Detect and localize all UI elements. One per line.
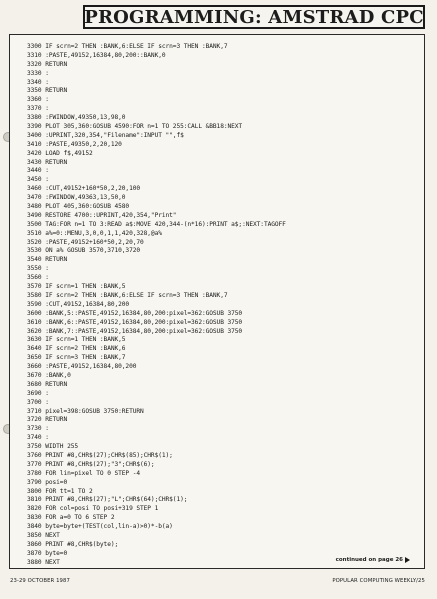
code-line: 3840 byte=byte+(TEST(col,lin-a)>0)*-b(a) (27, 523, 173, 531)
code-line: 3880 NEXT (27, 558, 60, 566)
code-line: 3520 :PASTE,49152+160*50,2,20,70 (27, 238, 144, 246)
code-line: 3730 : (27, 425, 49, 433)
code-line: 3590 :CUT,49152,16384,80,200 (27, 300, 130, 308)
code-line: 3630 IF scrn=1 THEN :BANK,5 (27, 336, 126, 344)
arrow-right-icon (405, 557, 410, 563)
code-line: 3740 : (27, 434, 49, 442)
code-line: 3860 PRINT #8,CHR$(byte); (27, 540, 119, 548)
code-line: 3820 FOR col=posi TO posi+319 STEP 1 (27, 505, 159, 513)
code-line: 3400 :UPRINT,320,354,"Filename":INPUT "",f$ (27, 131, 184, 139)
page-footer (10, 578, 425, 584)
code-line: 3560 : (27, 274, 49, 282)
code-line: 3650 IF scrn=3 THEN :BANK,7 (27, 354, 126, 362)
code-line: 3360 : (27, 96, 49, 104)
code-line: 3760 PRINT #8,CHR$(27);CHR$(85);CHR$(1); (27, 451, 173, 459)
code-line: 3440 : (27, 167, 49, 175)
code-line: 3750 WIDTH 255 (27, 443, 79, 451)
code-line: 3570 IF scrn=1 THEN :BANK,5 (27, 283, 126, 291)
code-line: 3580 IF scrn=2 THEN :BANK,6:ELSE IF scrn=3 THEN :BANK,7 (27, 291, 228, 299)
code-line: 3720 RETURN (27, 416, 68, 424)
code-line: 3850 NEXT (27, 531, 60, 539)
code-listing (27, 43, 419, 568)
code-line: 3670 :BANK,0 (27, 371, 71, 379)
code-line: 3710 pixel=398:GOSUB 3750:RETURN (27, 407, 144, 415)
code-line: 3310 :PASTE,49152,16384,80,200::BANK,0 (27, 51, 166, 59)
code-line: 3540 RETURN (27, 256, 68, 264)
continued-note (336, 557, 410, 563)
code-line: 3680 RETURN (27, 380, 68, 388)
code-line: 3530 ON a% GOSUB 3570,3710,3720 (27, 247, 141, 255)
code-line: 3460 :CUT,49152+160*50,2,20,100 (27, 185, 141, 193)
code-line: 3390 PLOT 305,360:GOSUB 4590:FOR n=1 TO 255:CALL &BB18:NEXT (27, 123, 243, 131)
code-line: 3770 PRINT #8,CHR$(27);"3";CHR$(6); (27, 460, 155, 468)
code-line: 3470 :FWINDOW,49363,13,50,0 (27, 194, 126, 202)
code-line: 3410 :PASTE,49350,2,20,120 (27, 140, 122, 148)
page-title: PROGRAMMING: AMSTRAD CPC (84, 6, 424, 28)
code-line: 3480 PLOT 405,360:GOSUB 4580 (27, 203, 130, 211)
code-line: 3350 RETURN (27, 87, 68, 95)
code-line: 3690 : (27, 389, 49, 397)
code-line: 3790 posi=0 (27, 478, 68, 486)
code-line: 3330 : (27, 69, 49, 77)
continued-label: continued on page 26 (335, 557, 403, 563)
code-line: 3600 :BANK,5::PASTE,49152,16384,80,200:pixel=362:GOSUB 3750 (27, 309, 243, 317)
code-line: 3660 :PASTE,49152,16384,80,200 (27, 363, 137, 371)
code-line: 3380 :FWINDOW,49350,13,98,0 (27, 114, 126, 122)
code-listing-frame (9, 34, 425, 569)
code-line: 3610 :BANK,6::PASTE,49152,16384,80,200:pixel=362:GOSUB 3750 (27, 318, 243, 326)
code-line: 3430 RETURN (27, 158, 68, 166)
publication-page: POPULAR COMPUTING WEEKLY/25 (332, 578, 425, 584)
code-line: 3700 : (27, 398, 49, 406)
issue-date: 23-29 OCTOBER 1987 (10, 578, 70, 584)
code-line: 3320 RETURN (27, 60, 68, 68)
code-line: 3830 FOR a=0 TO 6 STEP 2 (27, 514, 115, 522)
code-line: 3800 FOR tt=1 TO 2 (27, 487, 93, 495)
code-line: 3450 : (27, 176, 49, 184)
code-line: 3780 FOR lin=pixel TO 0 STEP -4 (27, 469, 141, 477)
code-line: 3300 IF scrn=2 THEN :BANK,6:ELSE IF scrn=3 THEN :BANK,7 (27, 43, 228, 50)
code-line: 3370 : (27, 105, 49, 113)
code-line: 3870 byte=0 (27, 549, 68, 557)
code-line: 3550 : (27, 265, 49, 273)
code-line: 3420 LOAD f$,49152 (27, 149, 93, 157)
code-line: 3640 IF scrn=2 THEN :BANK,6 (27, 345, 126, 353)
code-line: 3490 RESTORE 4700::UPRINT,420,354,"Print" (27, 211, 177, 219)
code-line: 3510 a%=0::MENU,3,0,0,1,1,420,328,@a% (27, 229, 162, 237)
code-line: 3340 : (27, 78, 49, 86)
code-line: 3500 TAG:FOR n=1 TO 3:READ a$:MOVE 420,344-(n*16):PRINT a$;:NEXT:TAGOFF (27, 220, 286, 228)
code-line: 3620 :BANK,7::PASTE,49152,16384,80,200:pixel=362:GOSUB 3750 (27, 327, 243, 335)
code-line: 3810 PRINT #8,CHR$(27);"L";CHR$(64);CHR$(1); (27, 496, 188, 504)
